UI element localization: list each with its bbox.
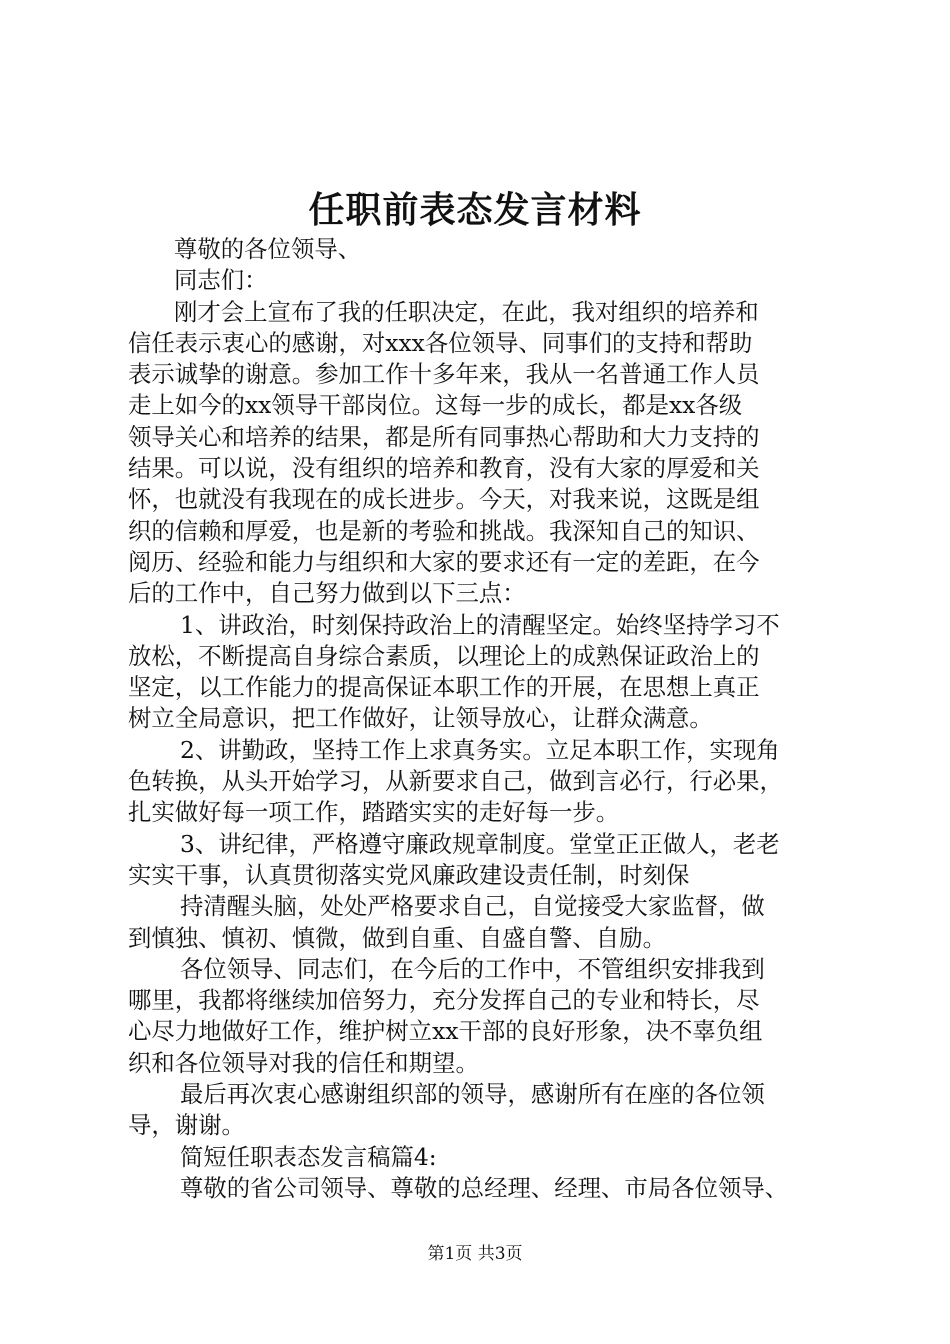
text-line: 2、讲勤政，坚持工作上求真务实。立足本职工作，实现角 xyxy=(180,735,780,764)
document-body xyxy=(128,234,834,1204)
text-line: 阅历、经验和能力与组织和大家的要求还有一定的差距，在今 xyxy=(128,547,760,576)
text-line: 坚定，以工作能力的提高保证本职工作的开展，在思想上真正 xyxy=(128,673,760,702)
text-line: 同志们： xyxy=(174,266,268,295)
page-number: 第1页 共3页 xyxy=(427,1244,523,1264)
text-line: 结果。可以说，没有组织的培养和教育，没有大家的厚爱和关 xyxy=(128,454,760,483)
text-line: 走上如今的xx领导干部岗位。这每一步的成长，都是xx各级 xyxy=(128,391,743,420)
text-line: 实实干事，认真贯彻落实党风廉政建设责任制，时刻保 xyxy=(128,860,690,889)
text-line: 心尽力地做好工作，维护树立xx干部的良好形象，决不辜负组 xyxy=(128,1017,763,1046)
text-line: 哪里，我都将继续加倍努力，充分发挥自己的专业和特长，尽 xyxy=(128,986,760,1015)
text-line: 导，谢谢。 xyxy=(128,1111,245,1140)
text-line: 织的信赖和厚爱，也是新的考验和挑战。我深知自己的知识、 xyxy=(128,516,760,545)
text-line: 1、讲政治，时刻保持政治上的清醒坚定。始终坚持学习不 xyxy=(180,610,780,639)
text-line: 放松，不断提高自身综合素质，以理论上的成熟保证政治上的 xyxy=(128,641,760,670)
text-line: 色转换，从头开始学习，从新要求自己，做到言必行，行必果， xyxy=(128,767,783,796)
text-line: 信任表示衷心的感谢，对xxx各位领导、同事们的支持和帮助 xyxy=(128,328,753,357)
text-line: 树立全局意识，把工作做好，让领导放心，让群众满意。 xyxy=(128,704,713,733)
text-line: 织和各位领导对我的信任和期望。 xyxy=(128,1048,479,1077)
text-line: 持清醒头脑，处处严格要求自己，自觉接受大家监督，做 xyxy=(180,892,765,921)
text-line: 3、讲纪律，严格遵守廉政规章制度。堂堂正正做人，老老 xyxy=(180,829,780,858)
text-line: 刚才会上宣布了我的任职决定，在此，我对组织的培养和 xyxy=(174,297,759,326)
text-line: 尊敬的各位领导、 xyxy=(174,235,362,263)
text-line: 后的工作中，自己努力做到以下三点： xyxy=(128,579,526,608)
text-line: 领导关心和培养的结果，都是所有同事热心帮助和大力支持的 xyxy=(128,422,760,451)
text-line: 扎实做好每一项工作，踏踏实实的走好每一步。 xyxy=(128,798,620,827)
text-line: 简短任职表态发言稿篇4: xyxy=(180,1142,437,1171)
text-line: 到慎独、慎初、慎微，做到自重、自盛自警、自励。 xyxy=(128,923,666,952)
document-title: 任职前表态发言材料 xyxy=(308,189,642,231)
text-line: 尊敬的省公司领导、尊敬的总经理、经理、市局各位领导、 xyxy=(180,1173,789,1202)
text-line: 怀，也就没有我现在的成长进步。今天，对我来说，这既是组 xyxy=(128,485,760,514)
text-line: 各位领导、同志们，在今后的工作中，不管组织安排我到 xyxy=(180,954,765,983)
text-line: 最后再次衷心感谢组织部的领导，感谢所有在座的各位领 xyxy=(180,1080,765,1109)
text-line: 表示诚挚的谢意。参加工作十多年来，我从一名普通工作人员 xyxy=(128,360,760,389)
